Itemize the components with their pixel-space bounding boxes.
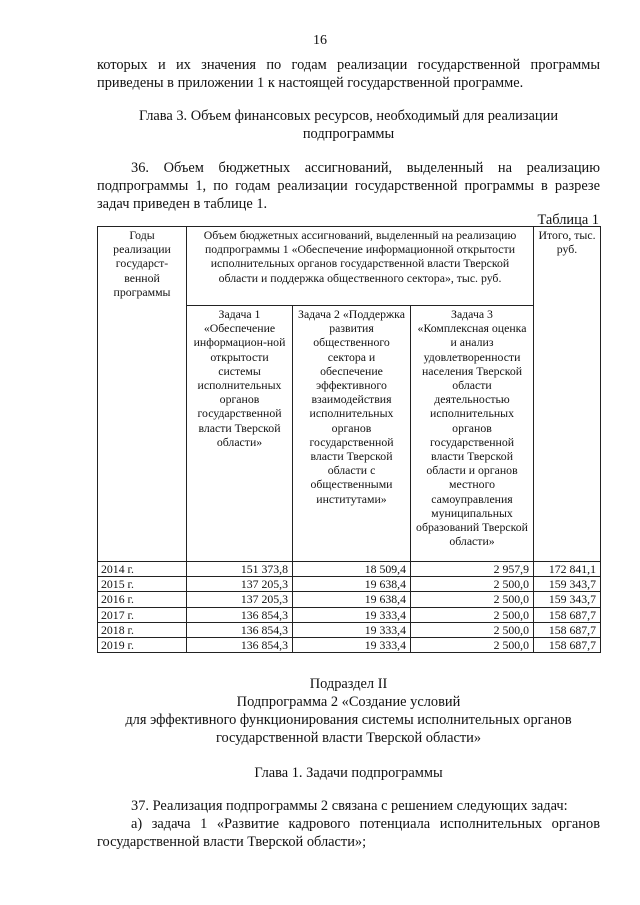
budget-table [97,226,601,653]
row-task1: 136 854,3 [187,622,293,637]
chapter3-heading-line-1: Глава 3. Объем финансовых ресурсов, необходимый для реализации [138,108,559,124]
intro-line-1: которых и их значения по годам реализации государственной программы [97,57,600,73]
row-year: 2014 г. [98,562,187,577]
header-total: Итого, тыс. руб. [534,227,601,562]
table-label: Таблица 1 [537,212,599,228]
chapter3-heading-line-2: подпрограммы [302,126,395,142]
row-task1: 137 205,3 [187,577,293,592]
row-total: 159 343,7 [534,592,601,607]
header-task-2: Задача 2 «Поддержка развития общественного сектора и обеспечение эффективного взаимодействия исполнительных органов государственной власти Тверской области с общественными институтами» [293,306,411,562]
para37-line-2: а) задача 1 «Развитие кадрового потенциала исполнительных органов [131,816,600,832]
header-years: Годы реализации государст-венной программы [98,227,187,562]
intro-line-2: приведены в приложении 1 к настоящей государственной программе. [97,75,524,91]
para36-line-3: задач приведен в таблице 1. [97,196,268,212]
row-year: 2016 г. [98,592,187,607]
row-year: 2018 г. [98,622,187,637]
subsection-heading-line-1: Подраздел II [309,676,388,692]
subsection-heading-line-2: Подпрограмма 2 «Создание условий [236,694,461,710]
row-task2: 19 638,4 [293,577,411,592]
row-task2: 19 638,4 [293,592,411,607]
row-task1: 136 854,3 [187,607,293,622]
table-header-row [98,227,601,306]
para36-line-2: подпрограммы 1, по годам реализации государственной программы в разрезе [97,178,600,194]
row-task2: 19 333,4 [293,622,411,637]
table-row [98,562,601,577]
header-budget: Объем бюджетных ассигнований, выделенный на реализацию подпрограммы 1 «Обеспечение информационной открытости исполнительных органов государственной власти Тверской области и поддержка общественного сектора», тыс. руб. [187,227,534,306]
subsection-heading-line-3: для эффективного функционирования системы исполнительных органов [125,712,572,728]
row-task2: 19 333,4 [293,607,411,622]
row-total: 172 841,1 [534,562,601,577]
row-task3: 2 500,0 [411,592,534,607]
row-year: 2019 г. [98,638,187,653]
table-row [98,607,601,622]
row-task1: 137 205,3 [187,592,293,607]
row-task1: 151 373,8 [187,562,293,577]
table-row [98,622,601,637]
row-year: 2017 г. [98,607,187,622]
chapter1-heading: Глава 1. Задачи подпрограммы [254,765,443,781]
row-task1: 136 854,3 [187,638,293,653]
row-task3: 2 500,0 [411,638,534,653]
table-row [98,592,601,607]
row-total: 158 687,7 [534,607,601,622]
row-task3: 2 500,0 [411,607,534,622]
subsection-heading-line-4: государственной власти Тверской области» [215,730,482,746]
page-number: 16 [313,33,327,48]
row-total: 158 687,7 [534,622,601,637]
row-task2: 18 509,4 [293,562,411,577]
header-task-3: Задача 3 «Комплексная оценка и анализ удовлетворенности населения Тверской области деятельностью исполнительных органов государственной власти Тверской области и органов местного самоуправления муниципальных образований Тверской области» [411,306,534,562]
row-task3: 2 500,0 [411,622,534,637]
para37-line-3: государственной власти Тверской области»; [97,834,367,850]
row-year: 2015 г. [98,577,187,592]
header-task-1: Задача 1 «Обеспечение информацион-ной открытости системы исполнительных органов государственной власти Тверской области» [187,306,293,562]
para37-line-1: 37. Реализация подпрограммы 2 связана с решением следующих задач: [131,798,568,814]
row-task3: 2 957,9 [411,562,534,577]
row-task2: 19 333,4 [293,638,411,653]
row-total: 159 343,7 [534,577,601,592]
row-task3: 2 500,0 [411,577,534,592]
row-total: 158 687,7 [534,638,601,653]
table-row [98,577,601,592]
table-row [98,638,601,653]
para36-line-1: 36. Объем бюджетных ассигнований, выделенный на реализацию [131,160,600,176]
